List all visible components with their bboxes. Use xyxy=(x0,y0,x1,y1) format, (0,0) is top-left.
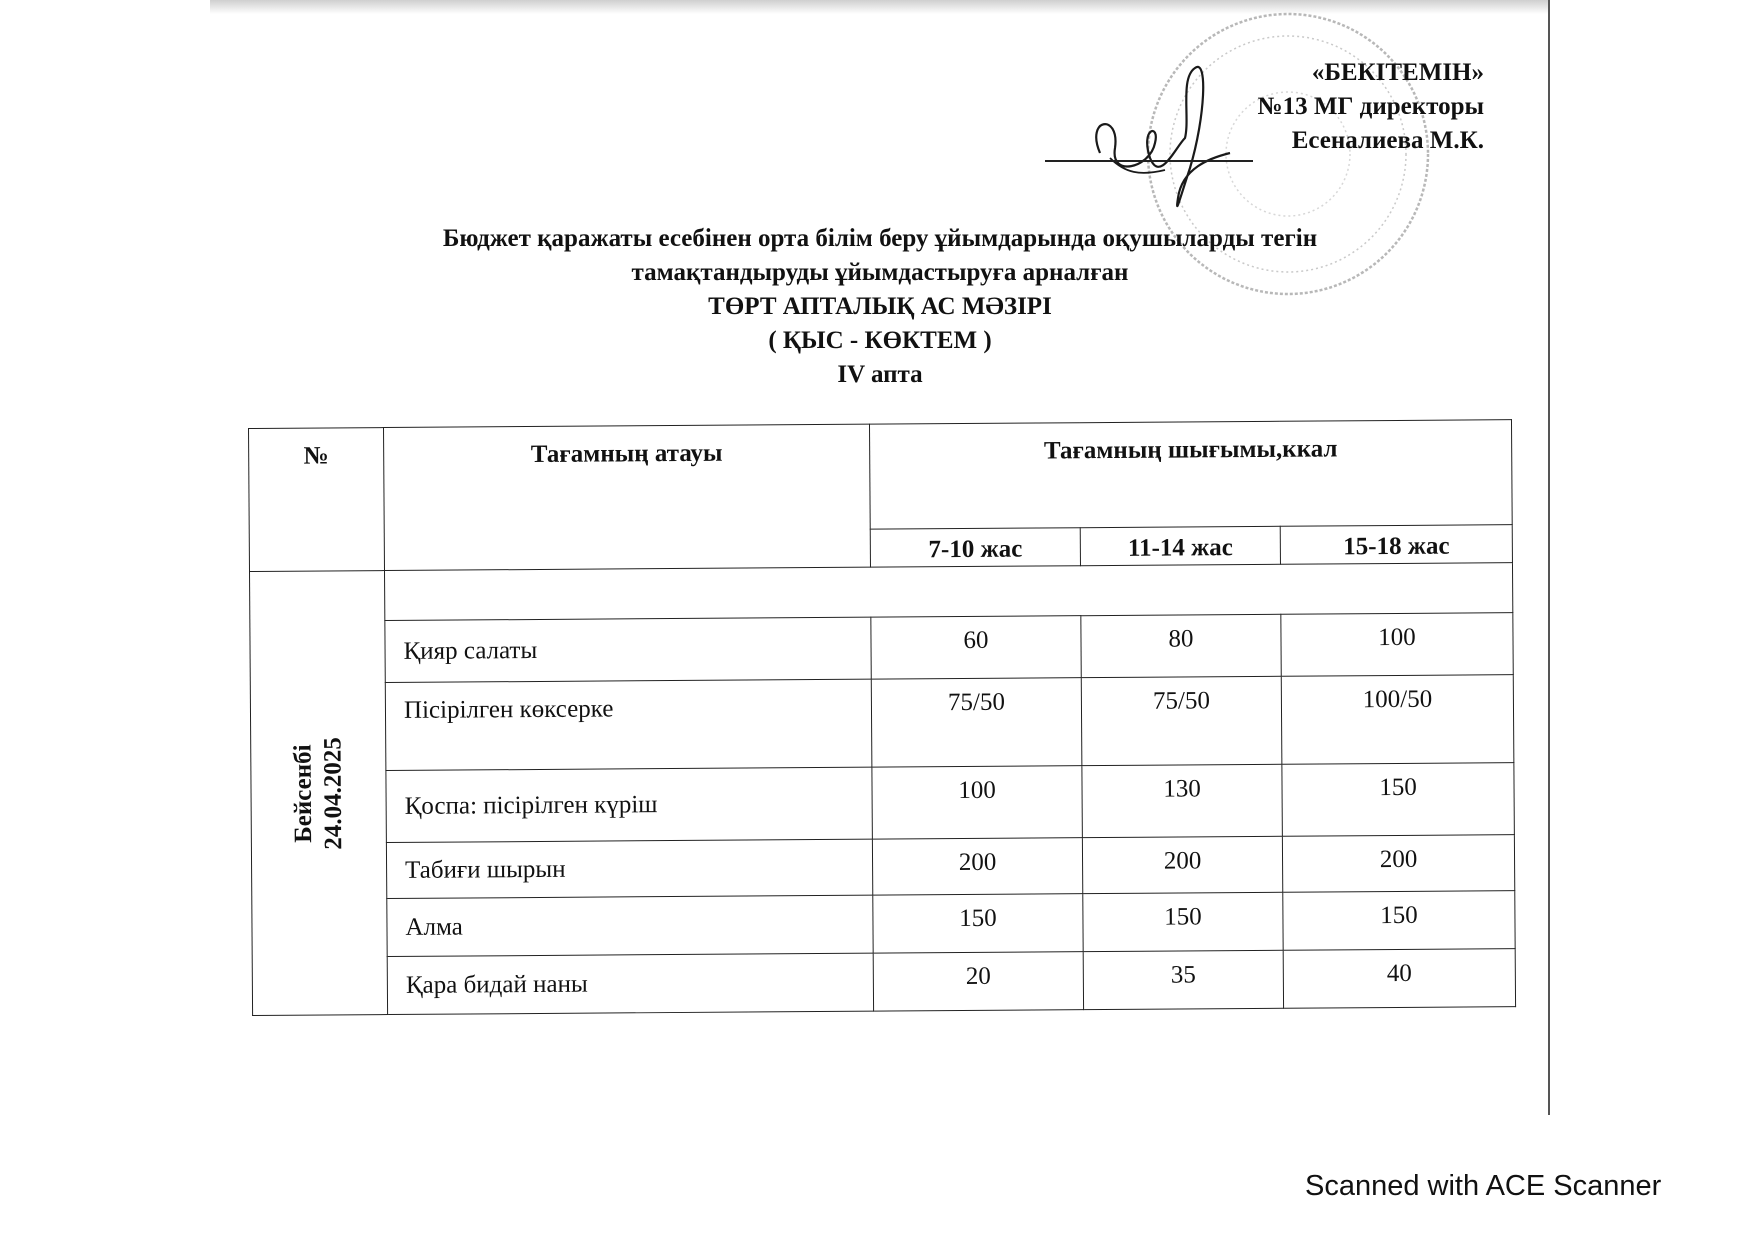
weekday: Бейсенбі xyxy=(289,743,317,843)
approval-person: Есеналиева М.К. xyxy=(1291,127,1484,154)
header-output: Тағамның шығымы,ккал xyxy=(869,420,1512,529)
table-row xyxy=(252,891,1515,958)
table-row xyxy=(251,763,1514,844)
value-7-10: 60 xyxy=(871,616,1081,679)
value-11-14: 75/50 xyxy=(1081,676,1282,765)
table-row xyxy=(252,949,1515,1016)
value-11-14: 80 xyxy=(1081,614,1281,677)
value-11-14: 35 xyxy=(1083,950,1283,1009)
value-15-18: 100 xyxy=(1281,613,1513,677)
title-line-5: IV апта xyxy=(837,361,923,388)
empty-cell xyxy=(384,563,1512,621)
document-title-block xyxy=(340,222,1420,392)
value-15-18: 200 xyxy=(1282,835,1514,893)
value-11-14: 200 xyxy=(1082,836,1282,893)
menu-table xyxy=(248,419,1516,1016)
table-row xyxy=(250,613,1513,684)
age-group-header: 7-10 жас xyxy=(870,528,1080,567)
value-11-14: 130 xyxy=(1082,764,1282,837)
value-11-14: 150 xyxy=(1083,892,1283,951)
dish-name: Алма xyxy=(387,895,873,956)
value-7-10: 200 xyxy=(872,838,1082,895)
spacer-row xyxy=(250,563,1513,622)
title-line-2: тамақтандыруды ұйымдастыруға арналған xyxy=(631,259,1129,286)
scan-edge-line xyxy=(1548,0,1550,1115)
date: 24.04.2025 xyxy=(319,736,347,850)
value-15-18: 40 xyxy=(1283,949,1515,1009)
value-7-10: 150 xyxy=(873,894,1083,953)
dish-name: Қияр салаты xyxy=(385,617,871,682)
dish-name: Қара бидай наны xyxy=(387,953,873,1014)
title-line-3: ТӨРТ АПТАЛЫҚ АС МӘЗІРІ xyxy=(708,293,1052,320)
value-15-18: 150 xyxy=(1283,891,1515,951)
table-row xyxy=(250,675,1514,772)
value-7-10: 75/50 xyxy=(871,678,1082,767)
title-line-1: Бюджет қаражаты есебінен орта білім беру ұйымдарында оқушыларды тегін xyxy=(442,225,1318,252)
day-label xyxy=(288,737,349,850)
age-group-header: 15-18 жас xyxy=(1280,525,1512,565)
dish-name: Табиғи шырын xyxy=(386,839,872,898)
scanner-watermark: Scanned with ACE Scanner xyxy=(1305,1170,1662,1202)
table-row xyxy=(251,835,1514,900)
approval-block xyxy=(1258,56,1484,158)
header-dish-name: Тағамның атауы xyxy=(384,424,871,570)
approval-heading: «БЕКІТЕМІН» xyxy=(1311,59,1484,86)
value-15-18: 100/50 xyxy=(1281,675,1514,765)
header-row xyxy=(249,420,1513,534)
director-signature xyxy=(1080,58,1270,218)
title-line-4: ( ҚЫС - КӨКТЕМ ) xyxy=(768,327,992,354)
dish-name: Пісірілген көксерке xyxy=(385,679,872,770)
value-7-10: 100 xyxy=(872,766,1082,839)
header-number: № xyxy=(249,428,385,572)
dish-name: Қоспа: пісірілген күріш xyxy=(386,767,872,842)
signature-line xyxy=(1045,160,1253,162)
value-15-18: 150 xyxy=(1282,763,1515,837)
value-7-10: 20 xyxy=(873,952,1083,1011)
approval-position: №13 МГ директоры xyxy=(1257,93,1484,120)
age-group-header: 11-14 жас xyxy=(1080,526,1280,565)
day-cell xyxy=(250,571,388,1016)
